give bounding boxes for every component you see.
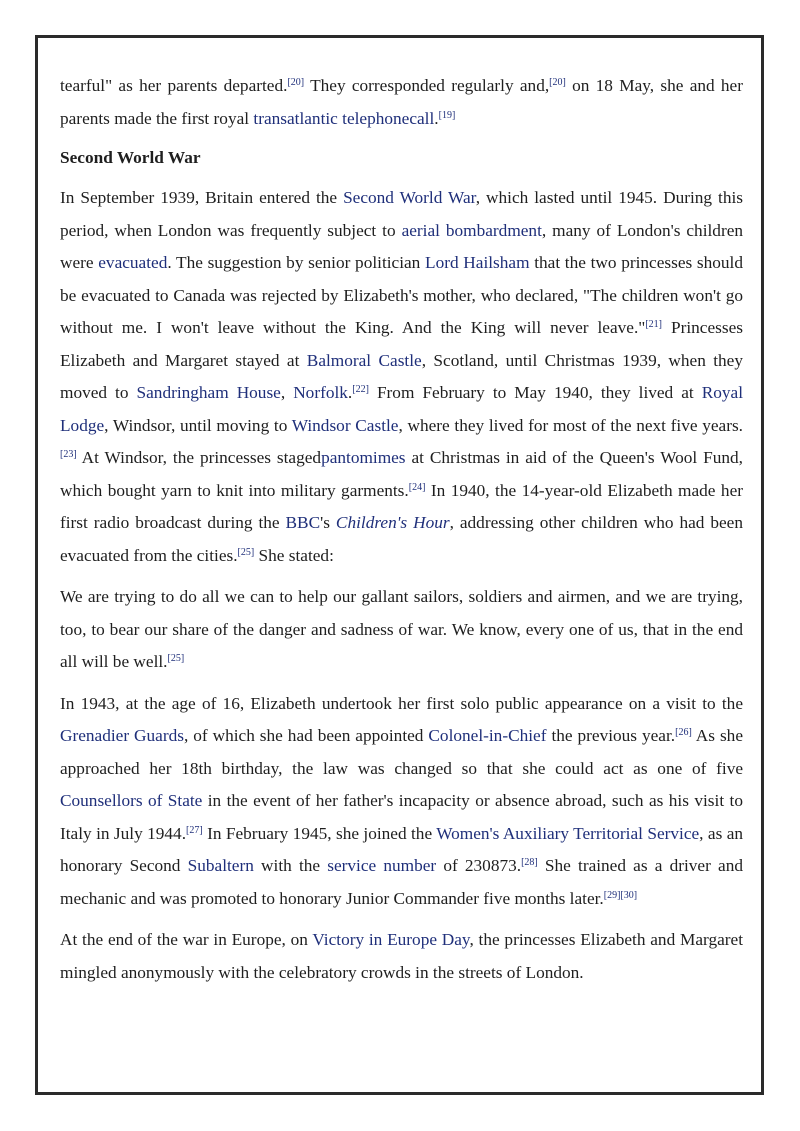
text: . The suggestion by senior politician [167,253,426,272]
citation-link[interactable]: [26] [675,727,692,738]
citation-link[interactable]: [20] [549,77,566,88]
link-windsor-castle[interactable]: Windsor Castle [291,415,399,435]
text: . [347,383,353,402]
citation-link[interactable]: [19] [438,109,456,121]
link-colonel-in-chief[interactable]: Colonel-in-Chief [428,726,547,745]
paragraph-ve-day [60,924,743,989]
text: She stated: [254,545,334,565]
text: of 230873. [436,856,522,875]
citation-link[interactable]: [22] [352,384,369,395]
text: , as an honorary Second [60,823,744,875]
text: , where they lived for most of the next five years. [398,415,743,435]
link-bbc[interactable]: BBC [285,513,321,532]
text: As she approached her 18th birthday, the law was changed so that she could act as one of five [60,726,743,778]
text: , addressing other children who had been evacuated from the cities. [60,513,743,565]
citation-link[interactable]: [28] [521,857,538,868]
link-service-number[interactable]: service number [327,856,437,875]
text: in the event of her father's incapacity or absence abroad, such as his visit to Italy in July 1944. [60,791,743,843]
link-second-world-war[interactable]: Second World War [343,188,476,207]
citation-link[interactable]: [20] [287,77,305,88]
link-sandringham-house[interactable]: Sandringham House [136,383,281,402]
link-childrens-hour[interactable] [336,513,450,532]
text: From February to May 1940, they lived at [368,383,702,402]
paragraph-wartime [60,182,743,572]
text: She trained as a driver and mechanic and was promoted to honorary Junior Commander five months later. [60,856,743,908]
text: , Windsor, until moving to [104,415,292,435]
quote-text: We are trying to do all we can to help our gallant sailors, soldiers and airmen, and we are trying, too, to bear our share of the danger and sadness of war. We know, every one of us, that in the end all will be well. [60,587,743,671]
citation-link[interactable]: [23] [60,449,77,460]
text: , of which she had been appointed [183,726,429,745]
text: They corresponded regularly and, [304,76,550,95]
link-victory-in-europe-day[interactable]: Victory in Europe Day [312,930,470,949]
text: , many of London's children were [60,220,744,272]
text: , the princesses Elizabeth and Margaret mingled anonymously with the celebratory crowds in the streets of London. [60,930,743,982]
text: In 1943, at the age of 16, Elizabeth undertook her first solo public appearance on a visit to the [60,693,743,713]
text: In September 1939, Britain entered the [60,188,344,207]
link-womens-auxiliary-territorial-service[interactable]: Women's Auxiliary Territorial Service [436,823,700,843]
link-royal-lodge[interactable]: Royal Lodge [60,383,743,435]
block-quote [60,581,743,679]
text: Princesses Elizabeth and Margaret stayed at [60,318,743,370]
citation-link[interactable]: [25] [237,546,255,558]
text: , [280,383,294,402]
link-evacuated[interactable]: evacuated [98,253,168,272]
document-body [60,70,743,998]
text: at Christmas in aid of the Queen's Wool Fund, which bought yarn to knit into military garments. [60,448,743,500]
text: , which lasted until 1945. During this period, when London was frequently subject to [60,188,744,240]
link-pantomimes[interactable]: pantomimes [321,448,406,467]
link-subaltern[interactable]: Subaltern [187,856,254,875]
text: with the [253,856,328,875]
link-grenadier-guards[interactable]: Grenadier Guards [60,726,184,745]
text: that the two princesses should be evacuated to Canada was rejected by Elizabeth's mother, who declared, "The children won't go without me. I won't leave without the King. And the King will never leave." [60,253,743,337]
text: on 18 May, she and her parents made the first royal [60,76,743,128]
link-transatlantic-telephone-call[interactable]: transatlantic telephonecall [253,108,435,128]
text: At the end of the war in Europe, on [60,930,313,949]
section-heading: Second World War [60,148,201,167]
paragraph-1943 [60,688,743,916]
text: In 1940, the 14-year-old Elizabeth made her first radio broadcast during the [60,480,743,532]
paragraph-intro [60,70,743,135]
link-balmoral-castle[interactable]: Balmoral Castle [306,350,422,370]
text: In February 1945, she joined the [202,823,437,843]
text: tearful" as her parents departed. [60,76,288,95]
text: the previous year. [546,726,676,745]
citation-link[interactable]: [27] [186,824,203,836]
link-label: Children's Hour [335,513,450,532]
text: . [434,108,439,128]
text: 's [320,513,336,532]
link-counsellors-of-state[interactable]: Counsellors of State [60,791,203,810]
citation-link[interactable]: [21] [645,319,663,330]
text: At Windsor, the princesses staged [76,448,322,467]
link-lord-hailsham[interactable]: Lord Hailsham [425,253,530,272]
citation-link[interactable]: [25] [167,653,185,664]
text: , Scotland, until Christmas 1939, when they moved to [60,350,743,402]
citation-link[interactable]: [24] [408,481,426,493]
citation-link[interactable]: [29][30] [603,889,638,901]
link-norfolk[interactable]: Norfolk [293,383,348,402]
link-aerial-bombardment[interactable]: aerial bombardment [401,220,542,240]
